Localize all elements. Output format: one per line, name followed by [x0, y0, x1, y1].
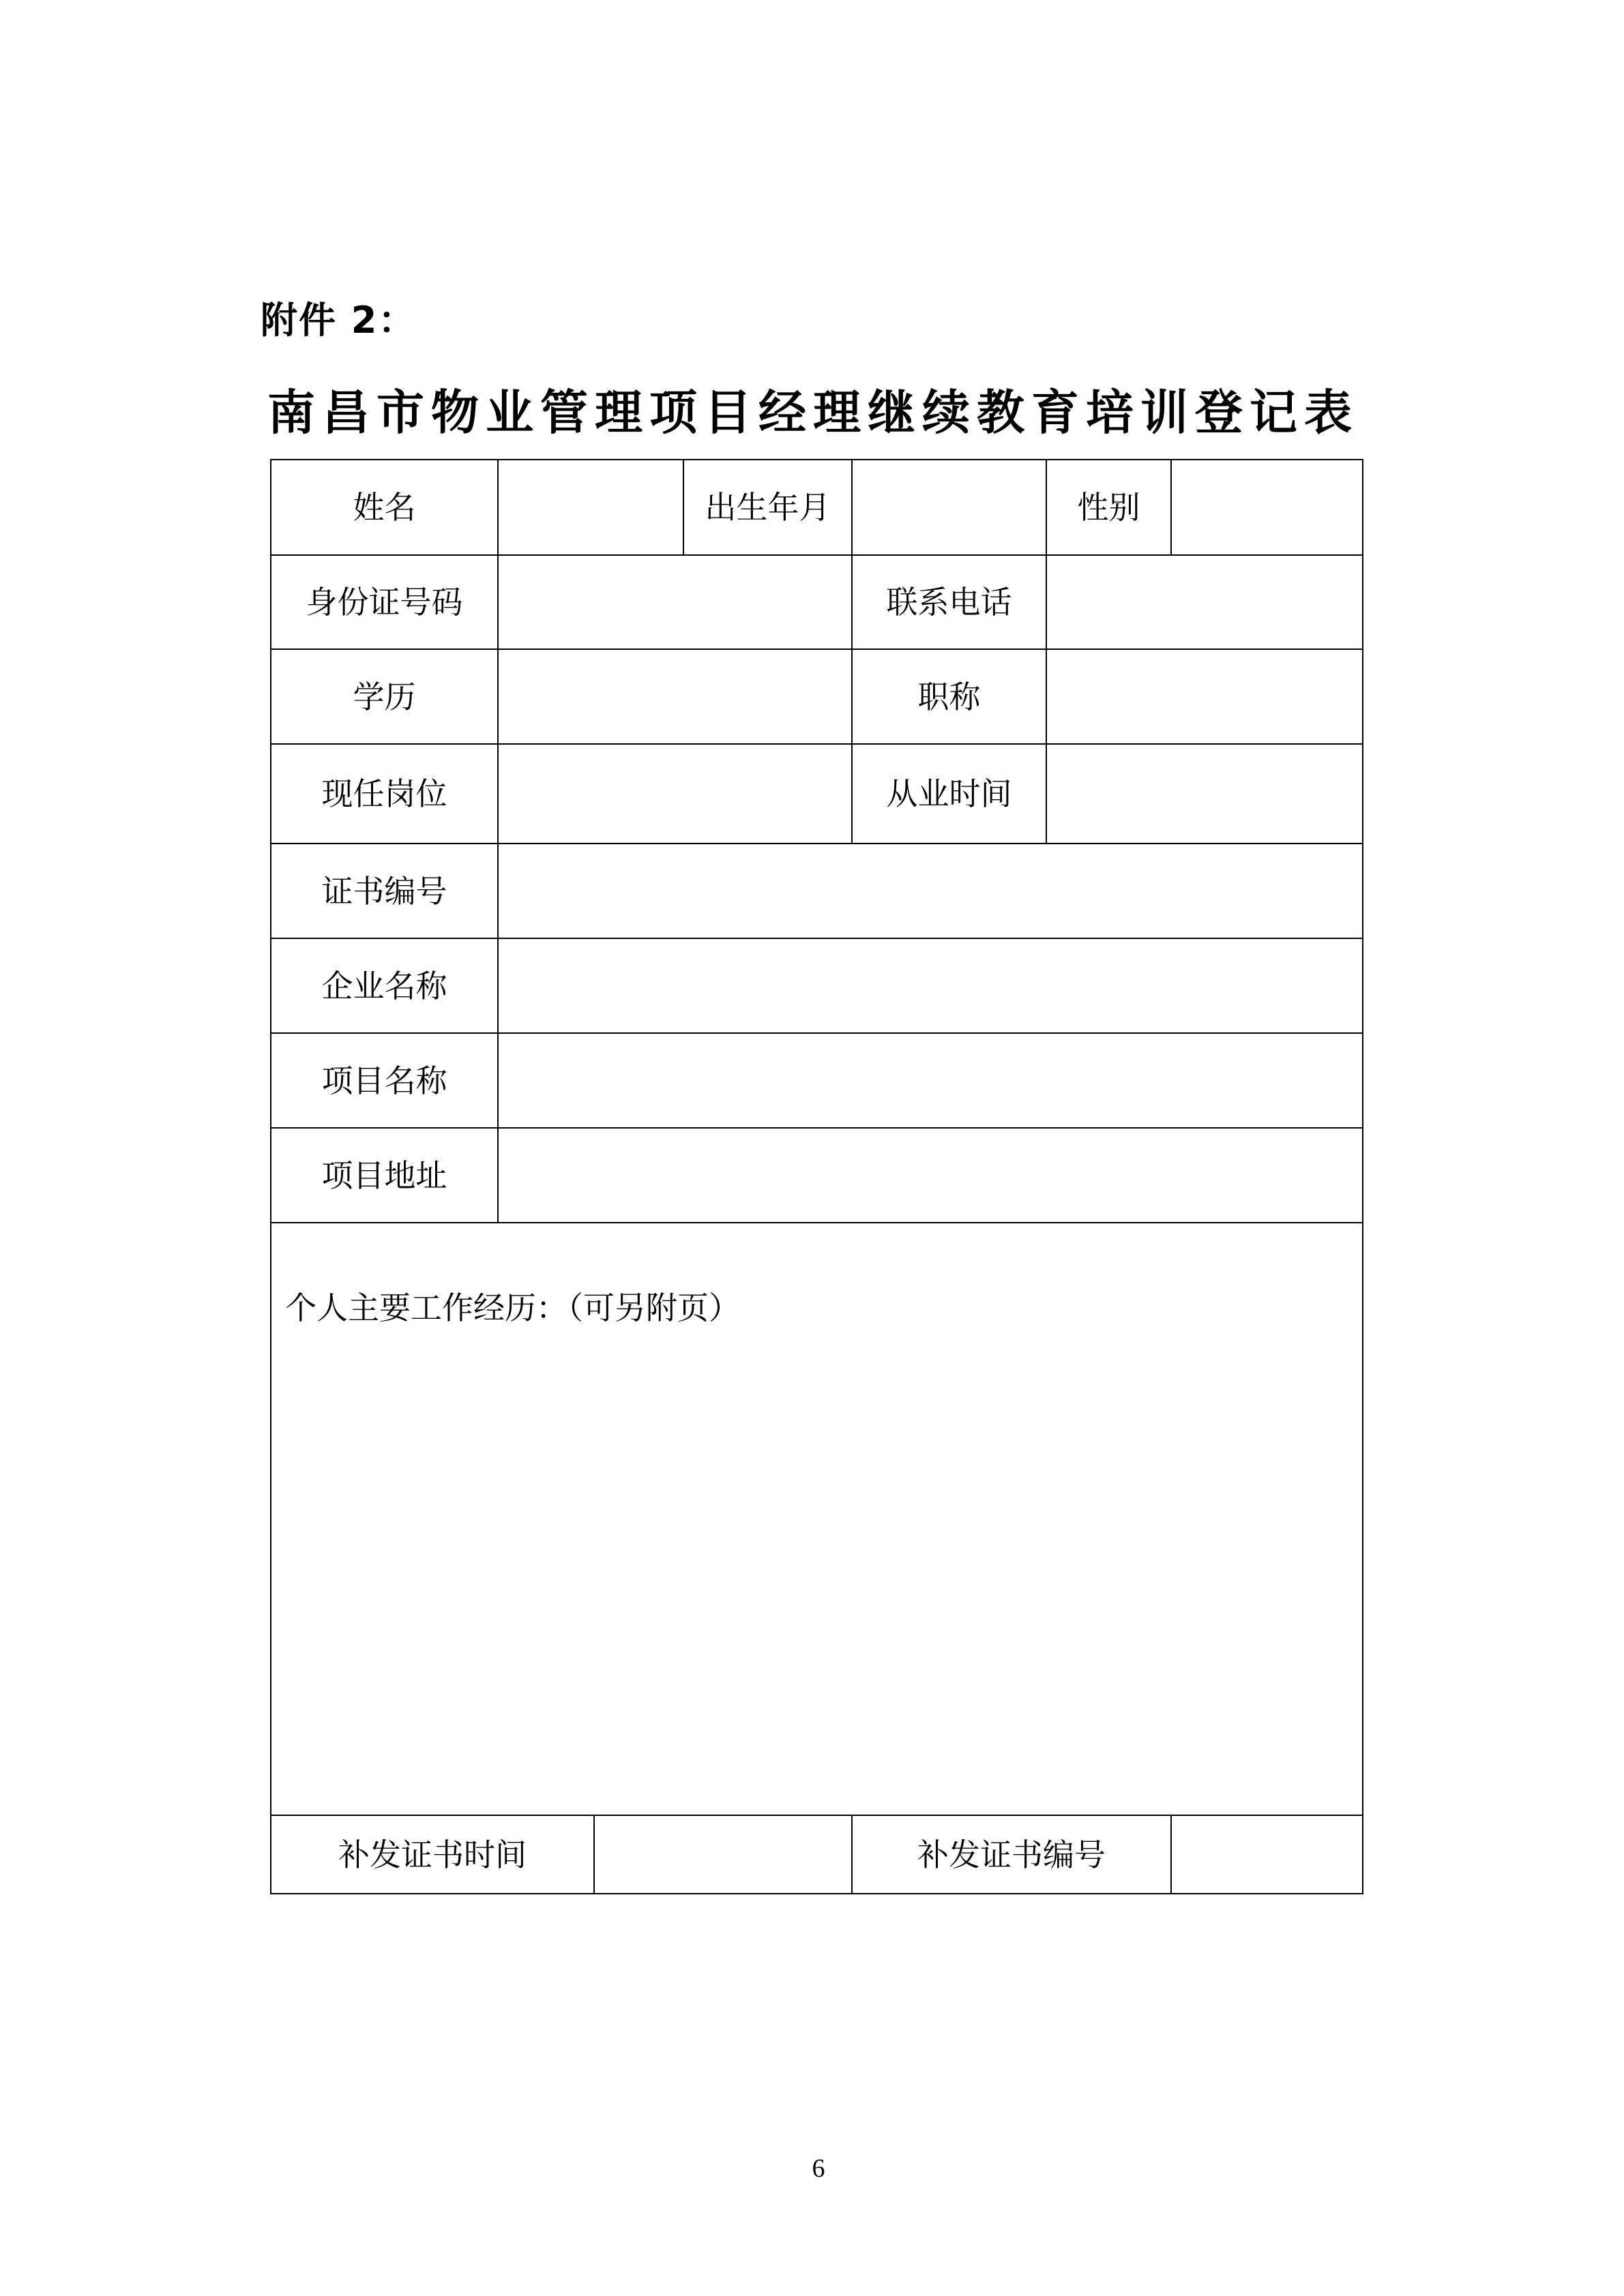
- work-time-input[interactable]: [1047, 745, 1362, 843]
- form-title: 南昌市物业管理项目经理继续教育培训登记表: [267, 385, 1359, 441]
- work-experience-input[interactable]: [271, 1337, 1362, 1814]
- birth-label: 出生年月: [705, 489, 831, 526]
- work-experience-label: 个人主要工作经历：（可另附页）: [285, 1289, 740, 1326]
- birth-input[interactable]: [853, 460, 1046, 554]
- id-number-input[interactable]: [499, 556, 851, 648]
- position-input[interactable]: [499, 745, 851, 843]
- attachment-label: 附件 2：: [261, 299, 417, 342]
- job-title-input[interactable]: [1047, 650, 1362, 743]
- page-number: 6: [812, 2154, 825, 2183]
- project-name-input[interactable]: [499, 1034, 1362, 1127]
- company-name-input[interactable]: [499, 939, 1362, 1032]
- reissue-number-label: 补发证书编号: [917, 1836, 1106, 1873]
- project-address-label: 项目地址: [321, 1157, 447, 1194]
- name-input[interactable]: [499, 460, 683, 554]
- certificate-number-input[interactable]: [499, 844, 1362, 938]
- name-label: 姓名: [353, 489, 416, 526]
- reissue-number-input[interactable]: [1172, 1816, 1362, 1893]
- position-label: 现任岗位: [321, 775, 447, 812]
- work-time-label: 从业时间: [886, 775, 1012, 812]
- education-label: 学历: [353, 678, 416, 715]
- company-name-label: 企业名称: [321, 967, 447, 1004]
- project-name-label: 项目名称: [321, 1062, 447, 1099]
- certificate-number-label: 证书编号: [321, 872, 447, 910]
- phone-label: 联系电话: [886, 584, 1012, 621]
- gender-input[interactable]: [1172, 460, 1362, 554]
- job-title-label: 职称: [917, 678, 981, 715]
- education-input[interactable]: [499, 650, 851, 743]
- reissue-time-label: 补发证书时间: [338, 1836, 527, 1873]
- gender-label: 性别: [1077, 489, 1140, 526]
- project-address-input[interactable]: [499, 1129, 1362, 1222]
- phone-input[interactable]: [1047, 556, 1362, 648]
- reissue-time-input[interactable]: [595, 1816, 851, 1893]
- id-number-label: 身份证号码: [306, 584, 463, 621]
